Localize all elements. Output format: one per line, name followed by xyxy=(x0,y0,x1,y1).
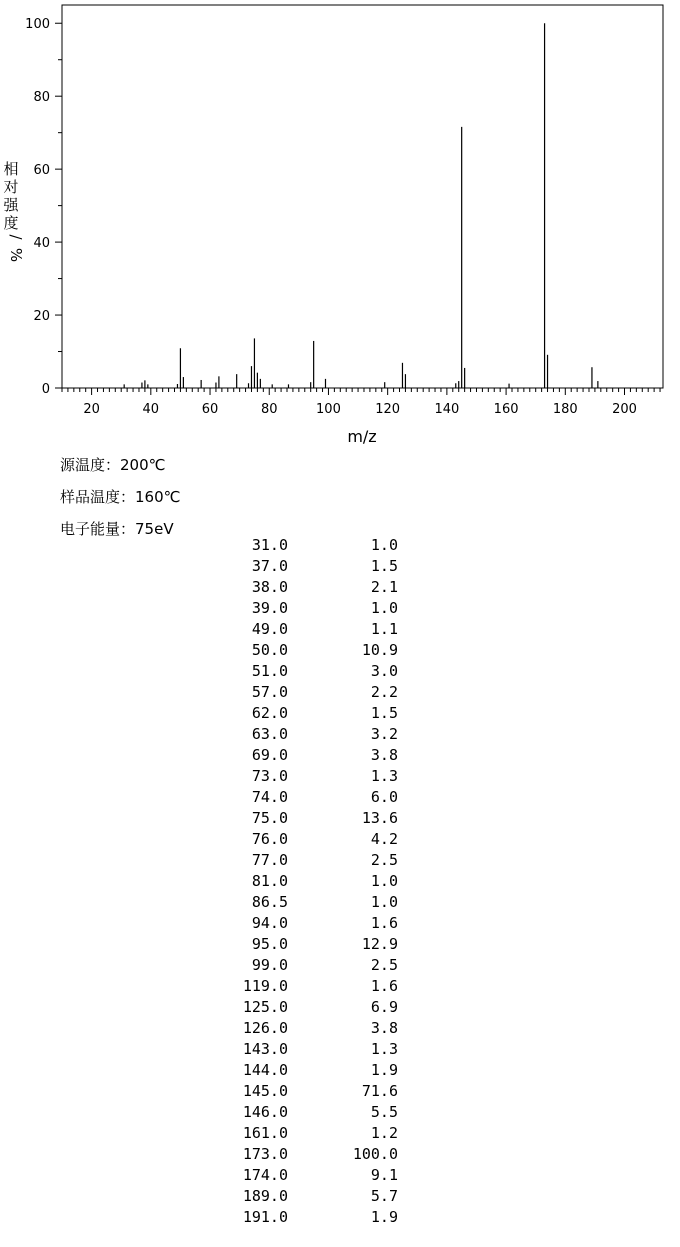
intensity-value: 1.9 xyxy=(370,1061,398,1079)
plot-frame xyxy=(62,5,663,388)
sample-temperature-value: 160℃ xyxy=(135,488,181,506)
intensity-value: 100.0 xyxy=(352,1145,398,1163)
intensity-value: 2.1 xyxy=(370,578,398,596)
electron-energy-value: 75eV xyxy=(135,520,174,538)
y-tick-label: 100 xyxy=(25,17,50,33)
mz-value: 86.5 xyxy=(251,893,288,911)
mz-value: 99.0 xyxy=(251,956,288,974)
x-axis-title: m/z xyxy=(347,427,377,446)
y-axis-title-char: 相 xyxy=(3,160,19,178)
y-tick-label: 20 xyxy=(33,309,50,325)
table-row xyxy=(200,1102,398,1123)
mz-value: 75.0 xyxy=(251,809,288,827)
y-axis-title-char: 度 xyxy=(3,214,19,232)
table-row xyxy=(200,955,398,976)
y-tick-label: 0 xyxy=(41,382,50,397)
intensity-value: 9.1 xyxy=(370,1166,398,1184)
table-row xyxy=(200,850,398,871)
table-row xyxy=(200,787,398,808)
y-axis-title-char: / xyxy=(7,234,25,240)
mz-value: 119.0 xyxy=(242,977,288,995)
intensity-value: 2.5 xyxy=(370,956,398,974)
intensity-value: 2.5 xyxy=(370,851,398,869)
table-row xyxy=(200,892,398,913)
mz-value: 69.0 xyxy=(251,746,288,764)
mz-value: 38.0 xyxy=(251,578,288,596)
mz-value: 31.0 xyxy=(251,536,288,554)
mz-value: 95.0 xyxy=(251,935,288,953)
mz-value: 77.0 xyxy=(251,851,288,869)
intensity-value: 1.0 xyxy=(370,599,398,617)
mz-value: 173.0 xyxy=(242,1145,288,1163)
intensity-value: 71.6 xyxy=(361,1082,398,1100)
y-axis-title-char: 对 xyxy=(3,178,19,196)
intensity-value: 3.2 xyxy=(370,725,398,743)
source-temperature xyxy=(60,454,166,475)
intensity-value: 1.9 xyxy=(370,1208,398,1226)
table-row xyxy=(200,934,398,955)
table-row xyxy=(200,1123,398,1144)
intensity-value: 3.8 xyxy=(370,746,398,764)
intensity-value: 1.0 xyxy=(370,872,398,890)
intensity-value: 1.1 xyxy=(370,620,398,638)
table-row xyxy=(200,640,398,661)
x-tick-label: 20 xyxy=(83,402,100,417)
y-axis-title-char: % xyxy=(7,247,25,263)
table-row xyxy=(200,997,398,1018)
intensity-value: 10.9 xyxy=(361,641,398,659)
intensity-value: 1.2 xyxy=(370,1124,398,1142)
table-row xyxy=(200,1186,398,1207)
table-row xyxy=(200,913,398,934)
mz-value: 39.0 xyxy=(251,599,288,617)
mz-value: 62.0 xyxy=(251,704,288,722)
table-row xyxy=(200,1060,398,1081)
intensity-value: 3.8 xyxy=(370,1019,398,1037)
intensity-value: 1.0 xyxy=(370,893,398,911)
sample-temperature xyxy=(60,486,181,507)
intensity-value: 1.5 xyxy=(370,704,398,722)
intensity-value: 4.2 xyxy=(370,830,398,848)
intensity-value: 1.3 xyxy=(370,1040,398,1058)
x-tick-label: 160 xyxy=(493,402,519,417)
table-row xyxy=(200,598,398,619)
mz-value: 76.0 xyxy=(251,830,288,848)
table-row xyxy=(200,1018,398,1039)
mz-value: 81.0 xyxy=(251,872,288,890)
mz-value: 49.0 xyxy=(251,620,288,638)
source-temperature-value: 200℃ xyxy=(120,456,166,474)
y-axis xyxy=(25,17,62,397)
mz-value: 94.0 xyxy=(251,914,288,932)
table-row xyxy=(200,1039,398,1060)
table-row xyxy=(200,829,398,850)
table-row xyxy=(200,682,398,703)
y-axis-title xyxy=(3,160,25,262)
x-tick-label: 60 xyxy=(201,402,219,417)
mz-value: 37.0 xyxy=(251,557,288,575)
intensity-value: 1.5 xyxy=(370,557,398,575)
x-tick-label: 140 xyxy=(434,402,460,417)
intensity-value: 3.0 xyxy=(370,662,398,680)
mz-value: 63.0 xyxy=(251,725,288,743)
electron-energy-label: 电子能量： xyxy=(60,520,136,538)
peak-bars xyxy=(124,23,598,388)
table-row xyxy=(200,703,398,724)
electron-energy xyxy=(60,518,174,539)
table-row xyxy=(200,724,398,745)
table-row xyxy=(200,1144,398,1165)
table-row xyxy=(200,808,398,829)
intensity-value: 13.6 xyxy=(361,809,398,827)
mz-value: 126.0 xyxy=(242,1019,288,1037)
table-row xyxy=(200,1081,398,1102)
intensity-value: 1.3 xyxy=(370,767,398,785)
mz-value: 57.0 xyxy=(251,683,288,701)
intensity-value: 1.0 xyxy=(370,536,398,554)
mz-value: 74.0 xyxy=(251,788,288,806)
mz-value: 189.0 xyxy=(242,1187,288,1205)
peak-table xyxy=(200,535,398,1228)
x-axis xyxy=(62,388,660,417)
sample-temperature-label: 样品温度： xyxy=(60,488,136,506)
table-row xyxy=(200,745,398,766)
mz-value: 191.0 xyxy=(242,1208,288,1226)
intensity-value: 12.9 xyxy=(361,935,398,953)
y-tick-label: 40 xyxy=(33,236,50,252)
x-tick-label: 100 xyxy=(316,402,341,417)
table-row xyxy=(200,577,398,598)
x-tick-label: 180 xyxy=(552,402,578,417)
table-row xyxy=(200,871,398,892)
mz-value: 125.0 xyxy=(242,998,288,1016)
intensity-value: 6.9 xyxy=(370,998,398,1016)
intensity-value: 1.6 xyxy=(370,977,398,995)
mass-spectrum-chart xyxy=(0,0,680,450)
table-row xyxy=(200,556,398,577)
x-tick-label: 80 xyxy=(260,402,278,417)
mz-value: 73.0 xyxy=(251,767,288,785)
x-tick-label: 40 xyxy=(142,402,160,417)
intensity-value: 5.5 xyxy=(370,1103,398,1121)
mz-value: 50.0 xyxy=(251,641,288,659)
y-tick-label: 80 xyxy=(33,90,50,106)
mz-value: 143.0 xyxy=(242,1040,288,1058)
mz-value: 144.0 xyxy=(242,1061,288,1079)
table-row xyxy=(200,1207,398,1228)
x-tick-label: 200 xyxy=(612,402,637,417)
intensity-value: 1.6 xyxy=(370,914,398,932)
table-row xyxy=(200,976,398,997)
y-tick-label: 60 xyxy=(33,163,50,179)
table-row xyxy=(200,1165,398,1186)
table-row xyxy=(200,661,398,682)
source-temperature-label: 源温度： xyxy=(60,456,121,474)
mz-value: 146.0 xyxy=(242,1103,288,1121)
mz-value: 51.0 xyxy=(251,662,288,680)
y-axis-title-char: 强 xyxy=(3,196,19,214)
table-row xyxy=(200,619,398,640)
x-tick-label: 120 xyxy=(375,402,401,417)
table-row xyxy=(200,535,398,556)
mz-value: 145.0 xyxy=(242,1082,288,1100)
table-row xyxy=(200,766,398,787)
intensity-value: 6.0 xyxy=(370,788,398,806)
intensity-value: 5.7 xyxy=(370,1187,398,1205)
mz-value: 161.0 xyxy=(242,1124,288,1142)
intensity-value: 2.2 xyxy=(370,683,398,701)
mz-value: 174.0 xyxy=(242,1166,288,1184)
